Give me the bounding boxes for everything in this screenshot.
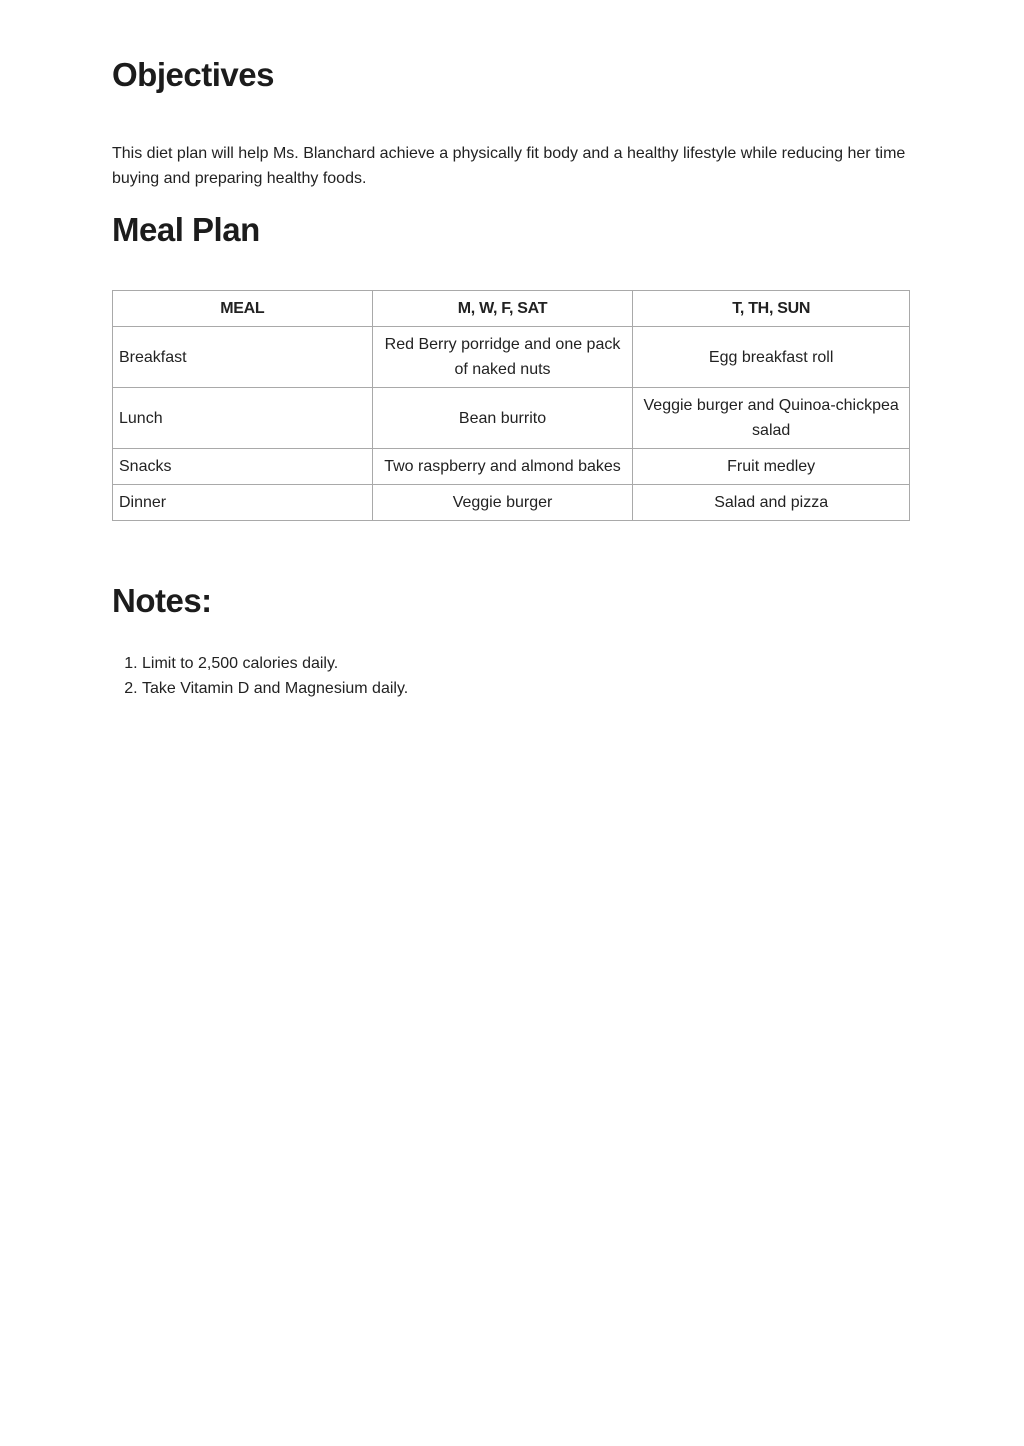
table-header-row <box>113 291 910 327</box>
table-row <box>113 485 910 521</box>
meal-plan-heading: Meal Plan <box>112 211 260 248</box>
mwfsat-cell: Two raspberry and almond bakes <box>372 449 633 485</box>
notes-heading: Notes: <box>112 582 212 619</box>
meal-cell: Dinner <box>113 485 373 521</box>
table-row <box>113 327 910 388</box>
meal-cell: Breakfast <box>113 327 373 388</box>
note-item: 1. Limit to 2,500 calories daily. <box>142 651 408 676</box>
meal-cell: Snacks <box>113 449 373 485</box>
note-item: 2. Take Vitamin D and Magnesium daily. <box>142 676 408 701</box>
column-header-mwfsat: M, W, F, SAT <box>372 291 633 327</box>
table-row <box>113 388 910 449</box>
objectives-text: This diet plan will help Ms. Blanchard achieve a physically fit body and a healthy lifestyle while reducing her time buying and preparing healthy foods. <box>112 145 906 187</box>
tthsun-cell: Fruit medley <box>633 449 910 485</box>
tthsun-cell: Salad and pizza <box>633 485 910 521</box>
column-header-tthsun: T, TH, SUN <box>633 291 910 327</box>
meal-plan-table <box>112 290 910 521</box>
column-header-meal: MEAL <box>113 291 373 327</box>
mwfsat-cell: Veggie burger <box>372 485 633 521</box>
mwfsat-cell: Red Berry porridge and one pack of naked nuts <box>372 327 633 388</box>
notes-list <box>112 651 408 701</box>
mwfsat-cell: Bean burrito <box>372 388 633 449</box>
meal-cell: Lunch <box>113 388 373 449</box>
table-row <box>113 449 910 485</box>
tthsun-cell: Veggie burger and Quinoa-chickpea salad <box>633 388 910 449</box>
tthsun-cell: Egg breakfast roll <box>633 327 910 388</box>
objectives-heading: Objectives <box>112 56 274 93</box>
